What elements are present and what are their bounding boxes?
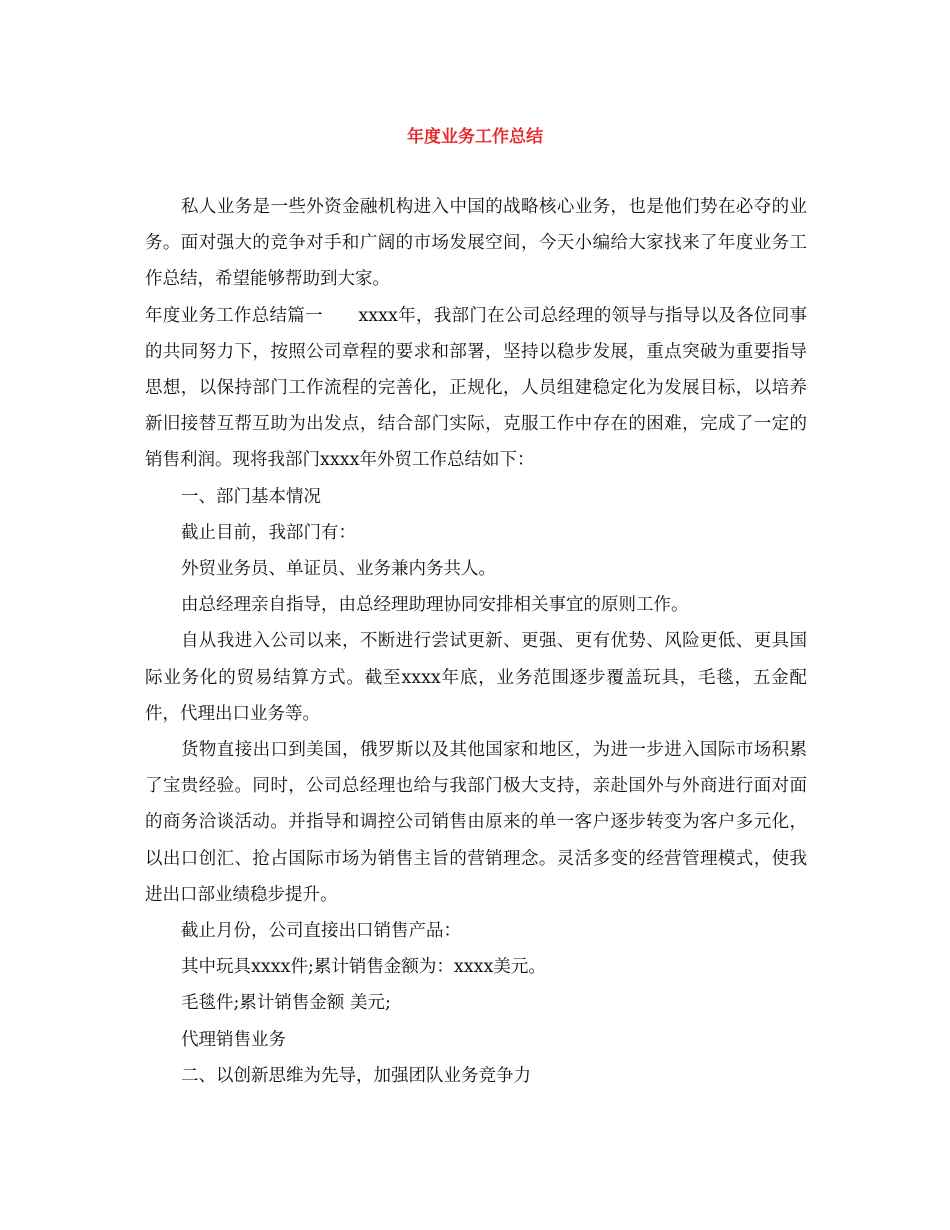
section-heading-innovation: 二、以创新思维为先导，加强团队业务竞争力	[181, 1065, 531, 1086]
paragraph-export: 货物直接出口到美国，俄罗斯以及其他国家和地区，为进一步进入国际市场积累了宝贵经验。同时，公司总经理也给与我部门极大支持，亲赴国外与外商进行面对面的商务洽谈活动。并指导和调控公司销售由原来的单一客户逐步转变为客户多元化，以出口创汇、抢占国际市场为销售主旨的营销理念。灵活多变的经营管理模式，使我进出口部业绩稳步提升。	[145, 740, 807, 905]
document-title: 年度业务工作总结	[407, 127, 543, 147]
paragraph-staff: 外贸业务员、单证员、业务兼内务共人。	[181, 559, 496, 580]
paragraph-intro: 私人业务是一些外资金融机构进入中国的战略核心业务，也是他们势在必夺的业务。面对强大的竞争对手和广阔的市场发展空间，今天小编给大家找来了年度业务工作总结，希望能够帮助到大家。	[145, 197, 807, 290]
paragraph-part1-opening: 年度业务工作总结篇一 xxxx年，我部门在公司总经理的领导与指导以及各位同事的共同努力下，按照公司章程的要求和部署，坚持以稳步发展，重点突破为重要指导思想，以保持部门工作流程的完善化，正规化，人员组建稳定化为发展目标，以培养新旧接替互帮互助为出发点，结合部门实际，克服工作中存在的困难，完成了一定的销售利润。现将我部门xxxx年外贸工作总结如下：	[145, 305, 807, 471]
paragraph-business-scope: 自从我进入公司以来，不断进行尝试更新、更强、更有优势、风险更低、更具国际业务化的贸易结算方式。截至xxxx年底，业务范围逐步覆盖玩具，毛毯，五金配件，代理出口业务等。	[145, 631, 807, 724]
paragraph-toys: 其中玩具xxxx件;累计销售金额为：xxxx美元。	[181, 957, 546, 978]
paragraph-staff-intro: 截止目前，我部门有：	[181, 522, 356, 543]
section-heading-basic-info: 一、部门基本情况	[181, 486, 321, 507]
paragraph-guidance: 由总经理亲自指导，由总经理助理协同安排相关事宜的原则工作。	[181, 595, 689, 616]
paragraph-blankets: 毛毯件;累计销售金额 美元;	[181, 993, 391, 1014]
paragraph-sales-intro: 截止月份，公司直接出口销售产品：	[181, 921, 461, 942]
document-body	[145, 189, 807, 1094]
paragraph-agency: 代理销售业务	[181, 1029, 286, 1050]
